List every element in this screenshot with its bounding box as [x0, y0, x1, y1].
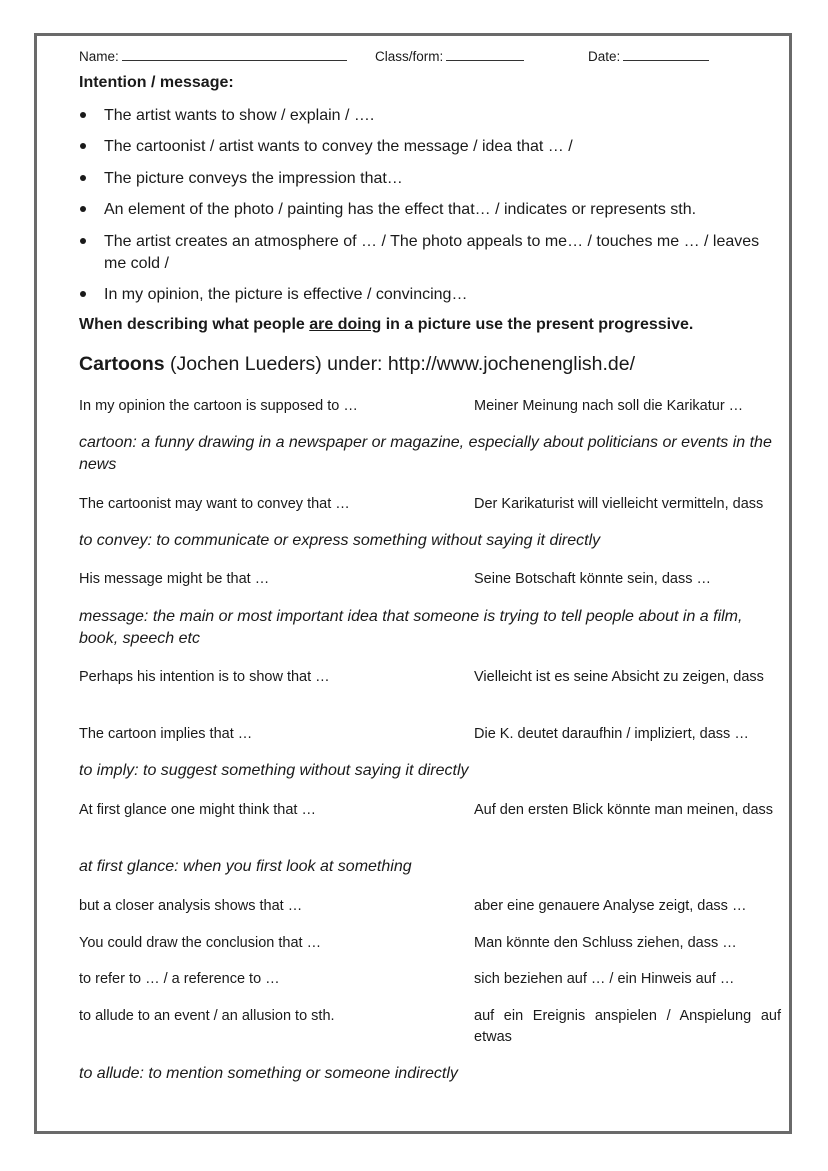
english-phrase: At first glance one might think that … — [79, 802, 316, 818]
bullet-text: In my opinion, the picture is effective / convincing… — [104, 286, 468, 303]
definition: cartoon: a funny drawing in a newspaper or magazine, especially about politicians or events in the news — [79, 434, 772, 473]
bullet-text: An element of the photo / painting has the effect that… / indicates or represents sth. — [104, 201, 697, 218]
definition: to imply: to suggest something without saying it directly — [79, 762, 469, 779]
definition: to convey: to communicate or express something without saying it directly — [79, 532, 601, 549]
english-phrase: Perhaps his intention is to show that … — [79, 669, 330, 685]
german-phrase: Auf den ersten Blick könnte man meinen, dass — [474, 802, 774, 818]
english-phrase: but a closer analysis shows that … — [79, 898, 303, 914]
german-phrase: Die K. deutet daraufhin / impliziert, dass … — [474, 726, 749, 742]
bullet-text: The artist wants to show / explain / …. — [104, 107, 375, 124]
date-blank-line — [623, 60, 709, 61]
german-phrase: Meiner Meinung nach soll die Karikatur … — [474, 398, 744, 414]
name-label: Name: — [79, 49, 119, 64]
english-phrase: The cartoon implies that … — [79, 726, 253, 742]
bullet-text: The artist creates an atmosphere of … / The photo appeals to me… / touches me … / leaves me cold / — [104, 233, 760, 272]
class-blank-line — [446, 60, 524, 61]
bullet-icon — [80, 291, 86, 297]
bullet-icon — [80, 143, 86, 149]
note-text: in a picture use the present progressive. — [381, 316, 694, 333]
name-blank-line — [122, 60, 347, 61]
definition: message: the main or most important idea that someone is trying to tell people about in a film, book, speech etc — [79, 608, 743, 647]
name-field — [79, 49, 347, 64]
date-field — [588, 49, 709, 64]
bullet-icon — [80, 206, 86, 212]
note-text: When describing what people — [79, 316, 310, 333]
english-phrase: The cartoonist may want to convey that … — [79, 496, 350, 512]
english-phrase: to refer to … / a reference to … — [79, 971, 280, 987]
english-phrase: to allude to an event / an allusion to sth. — [79, 1008, 335, 1024]
cartoons-source: (Jochen Lueders) under: http://www.jochenenglish.de/ — [164, 353, 636, 375]
german-phrase: Der Karikaturist will vielleicht vermitteln, dass — [474, 496, 764, 512]
cartoons-title: Cartoons — [79, 353, 165, 375]
definition: at first glance: when you first look at something — [79, 858, 412, 875]
intention-heading: Intention / message: — [79, 74, 234, 91]
date-label: Date: — [588, 49, 621, 64]
german-phrase: aber eine genauere Analyse zeigt, dass … — [474, 898, 747, 914]
german-phrase: Seine Botschaft könnte sein, dass … — [474, 571, 711, 587]
cartoons-heading — [79, 353, 635, 376]
present-progressive-note — [79, 316, 693, 334]
german-phrase: sich beziehen auf … / ein Hinweis auf … — [474, 971, 735, 987]
bullet-icon — [80, 238, 86, 244]
bullet-icon — [80, 175, 86, 181]
note-underlined-text: are doing — [309, 316, 382, 333]
bullet-icon — [80, 112, 86, 118]
german-phrase: Man könnte den Schluss ziehen, dass … — [474, 935, 737, 951]
bullet-text: The picture conveys the impression that… — [104, 170, 403, 187]
german-phrase: auf ein Ereignis anspielen / Anspielung auf etwas — [474, 1008, 781, 1045]
definition: to allude: to mention something or someone indirectly — [79, 1065, 458, 1082]
english-phrase: In my opinion the cartoon is supposed to … — [79, 398, 358, 414]
english-phrase: His message might be that … — [79, 571, 270, 587]
english-phrase: You could draw the conclusion that … — [79, 935, 322, 951]
german-phrase: Vielleicht ist es seine Absicht zu zeigen, dass — [474, 669, 764, 685]
class-field — [375, 49, 524, 64]
bullet-text: The cartoonist / artist wants to convey the message / idea that … / — [104, 138, 573, 155]
class-label: Class/form: — [375, 49, 444, 64]
